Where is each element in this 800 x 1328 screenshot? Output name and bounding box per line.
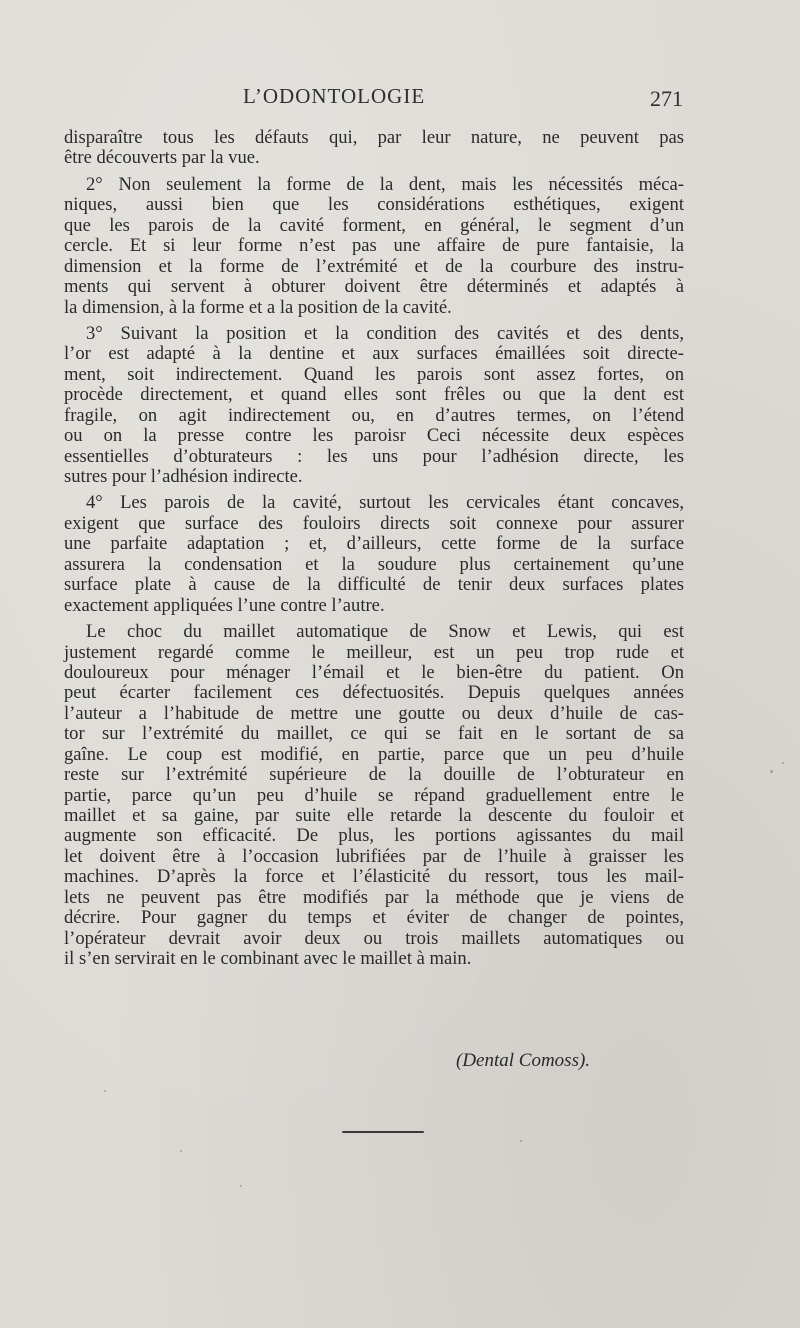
text-line: peut écarter facilement ces défectuosités. Depuis quelques années xyxy=(64,682,684,704)
text-line: dimension et la forme de l’extrémité et de la courbure des instru- xyxy=(64,255,684,277)
page-number: 271 xyxy=(650,86,683,111)
text-line: disparaître tous les défauts qui, par leur nature, ne peuvent pas xyxy=(64,127,684,148)
text-line: une parfaite adaptation ; et, d’ailleurs, cette forme de la surface xyxy=(64,533,684,555)
text-line: sutres pour l’adhésion indirecte. xyxy=(64,466,303,487)
text-line: Le choc du maillet automatique de Snow et Lewis, qui est xyxy=(86,621,684,643)
text-line: reste sur l’extrémité supérieure de la douille de l’obturateur en xyxy=(64,764,684,786)
paper-speck xyxy=(782,762,784,764)
text-line: maillet et sa gaine, par suite elle retarde la descente du fouloir et xyxy=(64,805,684,826)
text-line: justement regardé comme le meilleur, est un peu trop rude et xyxy=(64,641,684,663)
text-line: machines. D’après la force et l’élasticité du ressort, tous les mail- xyxy=(64,866,684,888)
text-line: ment, soit indirectement. Quand les parois sont assez fortes, on xyxy=(64,363,684,385)
text-line: surface plate à cause de la difficulté de tenir deux surfaces plates xyxy=(64,574,684,596)
source-citation: (Dental Comoss). xyxy=(456,1050,591,1071)
text-line: il s’en servirait en le combinant avec le maillet à main. xyxy=(64,948,472,970)
text-line: niques, aussi bien que les considérations esthétiques, exigent xyxy=(64,194,684,216)
text-line: être découverts par la vue. xyxy=(64,147,260,169)
text-line: 4° Les parois de la cavité, surtout les cervicales étant concaves, xyxy=(86,492,684,514)
text-line: l’opérateur devrait avoir deux ou trois maillets automatiques ou xyxy=(64,927,684,949)
text-line: lets ne peuvent pas être modifiés par la méthode que je viens de xyxy=(64,886,684,908)
text-line: que les parois de la cavité forment, en général, le segment d’un xyxy=(64,214,684,236)
text-line: 2° Non seulement la forme de la dent, mais les nécessités méca- xyxy=(86,173,684,195)
paragraph-2 xyxy=(64,175,684,318)
paper-speck xyxy=(240,1185,242,1187)
text-line: procède directement, et quand elles sont frêles ou que la dent est xyxy=(64,384,684,406)
paper-speck xyxy=(104,1090,106,1092)
text-line: assurera la condensation et la soudure plus certainement qu’une xyxy=(64,553,684,575)
end-rule xyxy=(342,1131,424,1133)
text-line: let doivent être à l’occasion lubrifiées par de l’huile à graisser les xyxy=(64,845,684,867)
paragraph-4 xyxy=(64,493,684,616)
running-title: L’ODONTOLOGIE xyxy=(243,84,426,108)
text-line: essentielles d’obturateurs : les uns pour l’adhésion directe, les xyxy=(64,445,684,467)
text-line: augmente son efficacité. De plus, les portions agissantes du mail xyxy=(64,825,684,847)
text-line: décrire. Pour gagner du temps et éviter de changer de pointes, xyxy=(64,907,684,929)
text-line: exigent que surface des fouloirs directs soit connexe pour assurer xyxy=(64,512,684,534)
text-line: douloureux pour ménager l’émail et le bien-être du patient. On xyxy=(64,661,684,683)
paper-speck xyxy=(520,1140,522,1142)
body-text xyxy=(64,128,684,976)
text-line: 3° Suivant la position et la condition des cavités et des dents, xyxy=(86,322,684,344)
paragraph-3 xyxy=(64,324,684,488)
running-head xyxy=(0,84,800,112)
paragraph-1 xyxy=(64,128,684,169)
paper-speck xyxy=(770,770,773,773)
text-line: l’or est adapté à la dentine et aux surfaces émaillées soit directe- xyxy=(64,343,684,365)
paper-speck xyxy=(180,1150,182,1152)
text-line: l’auteur a l’habitude de mettre une goutte ou deux d’huile de cas- xyxy=(64,702,684,724)
text-line: tor sur l’extrémité du maillet, ce qui se fait en le sortant de sa xyxy=(64,723,684,745)
text-line: exactement appliquées l’une contre l’autre. xyxy=(64,594,385,616)
text-line: fragile, on agit indirectement ou, en d’autres termes, on l’étend xyxy=(64,404,684,426)
paragraph-5 xyxy=(64,622,684,969)
text-line: partie, parce qu’un peu d’huile se répand graduellement entre le xyxy=(64,784,684,806)
text-line: la dimension, à la forme et a la position de la cavité. xyxy=(64,296,452,318)
text-line: ments qui servent à obturer doivent être déterminés et adaptés à xyxy=(64,276,684,298)
text-line: gaîne. Le coup est modifié, en partie, parce que un peu d’huile xyxy=(64,743,684,765)
text-line: ou on la presse contre les paroisr Ceci nécessite deux espèces xyxy=(64,425,684,447)
text-line: cercle. Et si leur forme n’est pas une affaire de pure fantaisie, la xyxy=(64,235,684,257)
